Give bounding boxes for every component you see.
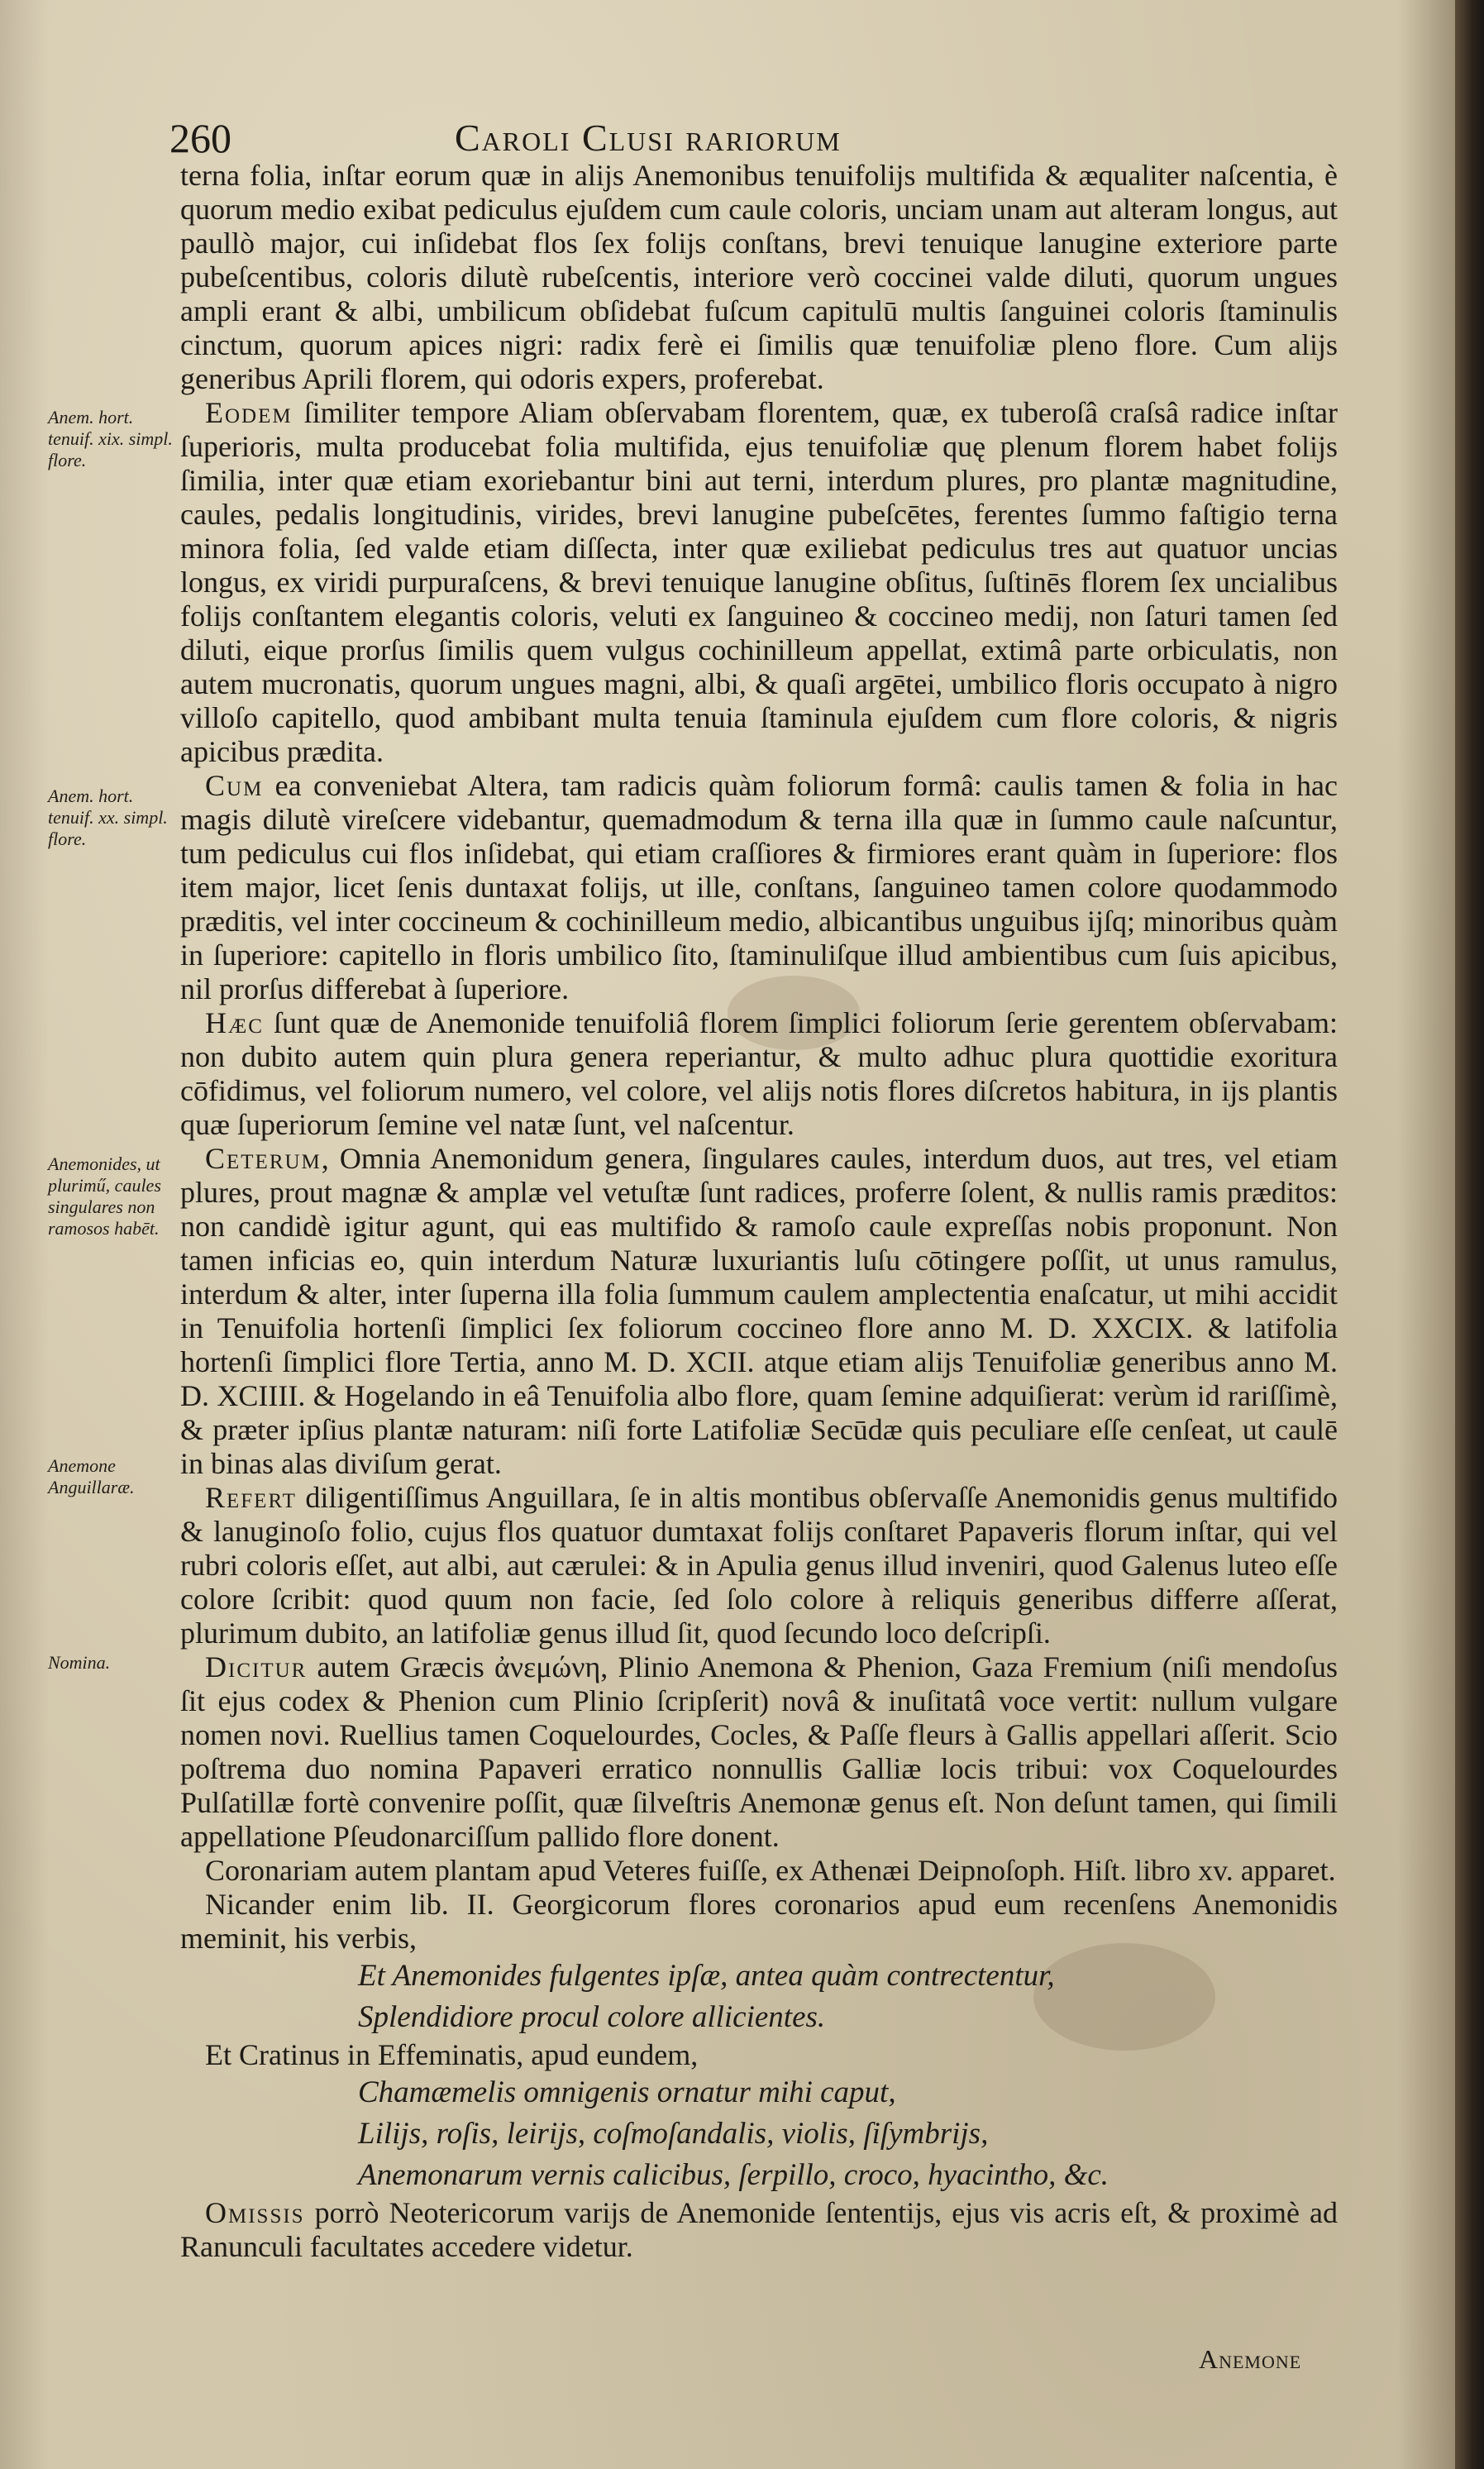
- verse-line: Chamæmelis omnigenis ornatur mihi caput,: [358, 2075, 896, 2109]
- verse-line: Splendidiore procul colore allicientes.: [358, 2000, 826, 2034]
- paragraph: terna folia, inſtar eorum quæ in alijs Anemonibus tenuifolijs multifida & æqualiter naſcentia, è quorum medio exibat pediculus ejuſdem cum caule coloris, unciam unam aut alteram longus, aut paullò major, cui inſidebat flos ſex folijs conſtans, brevi tenuique lanugine exteriore parte pubeſcentibus, coloris dilutè rubeſcentis, interiore verò coccinei valde diluti, quorum ungues ampli erant & albi, umbilicum obſidebat fuſcum capitulū multis ſanguinei coloris ſtaminulis cinctum, quorum apices nigri: radix ferè ei ſimilis quæ tenuifoliæ pleno flore. Cum alijs generibus Aprili florem, qui odoris expers, proferebat.: [180, 159, 1338, 395]
- paragraph: Et Cratinus in Effeminatis, apud eundem,: [205, 2038, 699, 2071]
- page-number: 260: [169, 115, 231, 161]
- paragraph: Ceterum, Omnia Anemonidum genera, ſingulares caules, interdum duos, aut tres, vel etiam plures, prout magnæ & amplæ vel vetuſtæ ſunt radices, proferre ſolent, & nullis ramis præditos: non candidè igitur agunt, qui eas multifido & ramoſo caule expreſſas nobis proponunt. Non tamen inficias eo, quin interdum Naturæ luxuriantis luſu cōtingere poſſit, ut unus ramulus, interdum & alter, inter ſuperna illa folia ſummum caulem amplectentia enaſcatur, ut mihi accidit in Tenuifolia hortenſi ſimplici ſex foliorum coccineo flore anno M. D. XXCIX. & latifolia hortenſi ſimplici flore Tertia, anno M. D. XCII. atque etiam alijs Tenuifoliæ generibus anno M. D. XCIIII. & Hogelando in eâ Tenuifolia albo flore, quam ſemine adquiſierat: verùm id rariſſimè, & præter ipſius plantæ naturam: niſi forte Latifoliæ Secūdæ quis peculiare eſſe cenſeat, ut caulē in binas alas diviſum gerat.: [180, 1142, 1338, 1480]
- paragraph: Nicander enim lib. II. Georgicorum flores coronarios apud eum recenſens Anemonidis meminit, his verbis,: [180, 1888, 1338, 1955]
- margin-note: Anem. hort. tenuif. xix. simpl. flore.: [48, 407, 173, 470]
- paragraph: Omissis porrò Neotericorum varijs de Anemonide ſententijs, ejus vis acris eſt, & proximè ad Ranunculi facultates accedere videtur.: [180, 2196, 1338, 2263]
- paragraph: Coronariam autem plantam apud Veteres fuiſſe, ex Athenæi Deipnoſoph. Hiſt. libro xv. apparet.: [205, 1854, 1336, 1887]
- paragraph: Hæc ſunt quæ de Anemonide tenuifoliâ florem ſimplici foliorum ſerie gerentem obſervabam: non dubito autem quin plura genera reperiantur, & multo adhuc plura quottidie exoritura cōfidimus, vel foliorum numero, vel colore, vel alijs notis flores diſcretos habitura, in ijs plantis quæ ſuperiorum ſemine vel natæ ſunt, vel naſcentur.: [180, 1006, 1338, 1141]
- running-title: Caroli Clusi rariorum: [455, 117, 842, 159]
- verse-line: Lilijs, roſis, leirijs, coſmoſandalis, violis, ſiſymbrijs,: [358, 2117, 989, 2151]
- margin-note: Anemone Anguillaræ.: [48, 1455, 135, 1497]
- paragraph: Refert diligentiſſimus Anguillara, ſe in altis montibus obſervaſſe Anemonidis genus multifido & lanuginoſo folio, cujus flos quatuor dumtaxat folijs conſtaret Papaveris florum inſtar, qui vel rubri coloris eſſet, aut albi, aut cærulei: & in Apulia genus illud inveniri, quod Galenus luteo eſſe colore ſcribit: quod quum non facie, ſed ſolo colore à reliquis generibus differre aſſerat, plurimum dubito, an latifoliæ genus illud ſit, quod ſecundo loco deſcripſi.: [180, 1481, 1338, 1650]
- catchword: Anemone: [1199, 2344, 1302, 2374]
- margin-note: Anem. hort. tenuif. xx. simpl. flore.: [48, 786, 168, 849]
- verse-line: Anemonarum vernis calicibus, ſerpillo, croco, hyacintho, &c.: [358, 2158, 1109, 2192]
- paragraph: Eodem ſimiliter tempore Aliam obſervabam florentem, quæ, ex tuberoſâ craſsâ radice inſtar ſuperioris, multa producebat folia multifida, ejus tenuifoliæ quę plenum florem habet folijs ſimilia, inter quæ etiam exoriebantur bini aut terni, interdum plures, pro plantæ magnitudine, caules, pedalis longitudinis, virides, brevi lanugine pubeſcētes, ferentes ſummo faſtigio terna minora folia, ſed valde etiam diſſecta, inter quæ exiliebat pediculus tres aut quatuor uncias longus, ex viridi purpuraſcens, & brevi tenuique lanugine obſitus, ſuſtinēs florem ſex uncialibus folijs conſtantem elegantis coloris, veluti ex ſanguineo & coccineo medij, non ſaturi tamen ſed diluti, eique prorſus ſimilis quem vulgus cochinilleum appellat, extimâ parte orbiculatis, non autem mucronatis, quorum ungues magni, albi, & quaſi argētei, umbilico floris occupato à nigro villoſo capitello, quod ambibant multa tenuia ſtaminula ejuſdem cum flore coloris, & nigris apicibus prædita.: [180, 396, 1338, 768]
- page-edge: [1455, 0, 1484, 2469]
- running-header: [169, 114, 1327, 164]
- paragraph: Cum ea conveniebat Altera, tam radicis quàm foliorum formâ: caulis tamen & folia in hac magis dilutè vireſcere videbantur, quemadmodum & terna illa quæ in ſummo caule naſcuntur, tum pediculus cui flos inſidebat, qui etiam craſſiores & firmiores erant quàm in ſuperiore: flos item major, licet ſenis duntaxat folijs, ut ille, conſtans, ſanguineo tamen colore quodammodo præditis, vel inter coccineum & cochinilleum medio, albicantibus unguibus ijſq; minoribus quàm in ſuperiore: capitello in floris umbilico ſito, ſtaminuliſque illud ambientibus cum ſuis apicibus, nil prorſus differebat à ſuperiore.: [180, 769, 1338, 1005]
- paragraph: Dicitur autem Græcis ἀνεμώνη, Plinio Anemona & Phenion, Gaza Fremium (niſi mendoſus ſit ejus codex & Phenion cum Plinio ſcripſerit) novâ & inuſitatâ voce vertit: nullum vulgare nomen novi. Ruellius tamen Coquelourdes, Cocles, & Paſſe fleurs à Gallis appellari aſſerit. Scio poſtrema duo nomina Papaveri erratico nonnullis Galliæ locis tribui: vox Coquelourdes Pulſatillæ fortè convenire poſſit, quæ ſilveſtris Anemonæ genus eſt. Non deſunt tamen, qui ſimili appellatione Pſeudonarciſſum pallido flore donent.: [180, 1650, 1338, 1853]
- main-text: [180, 159, 1338, 2264]
- margin-note: Anemonides, ut plurimű, caules singulares non ramosos habēt.: [48, 1153, 161, 1239]
- margin-note: Nomina.: [48, 1652, 111, 1673]
- verse-line: Et Anemonides fulgentes ipſæ, antea quàm contrectentur,: [358, 1959, 1055, 1993]
